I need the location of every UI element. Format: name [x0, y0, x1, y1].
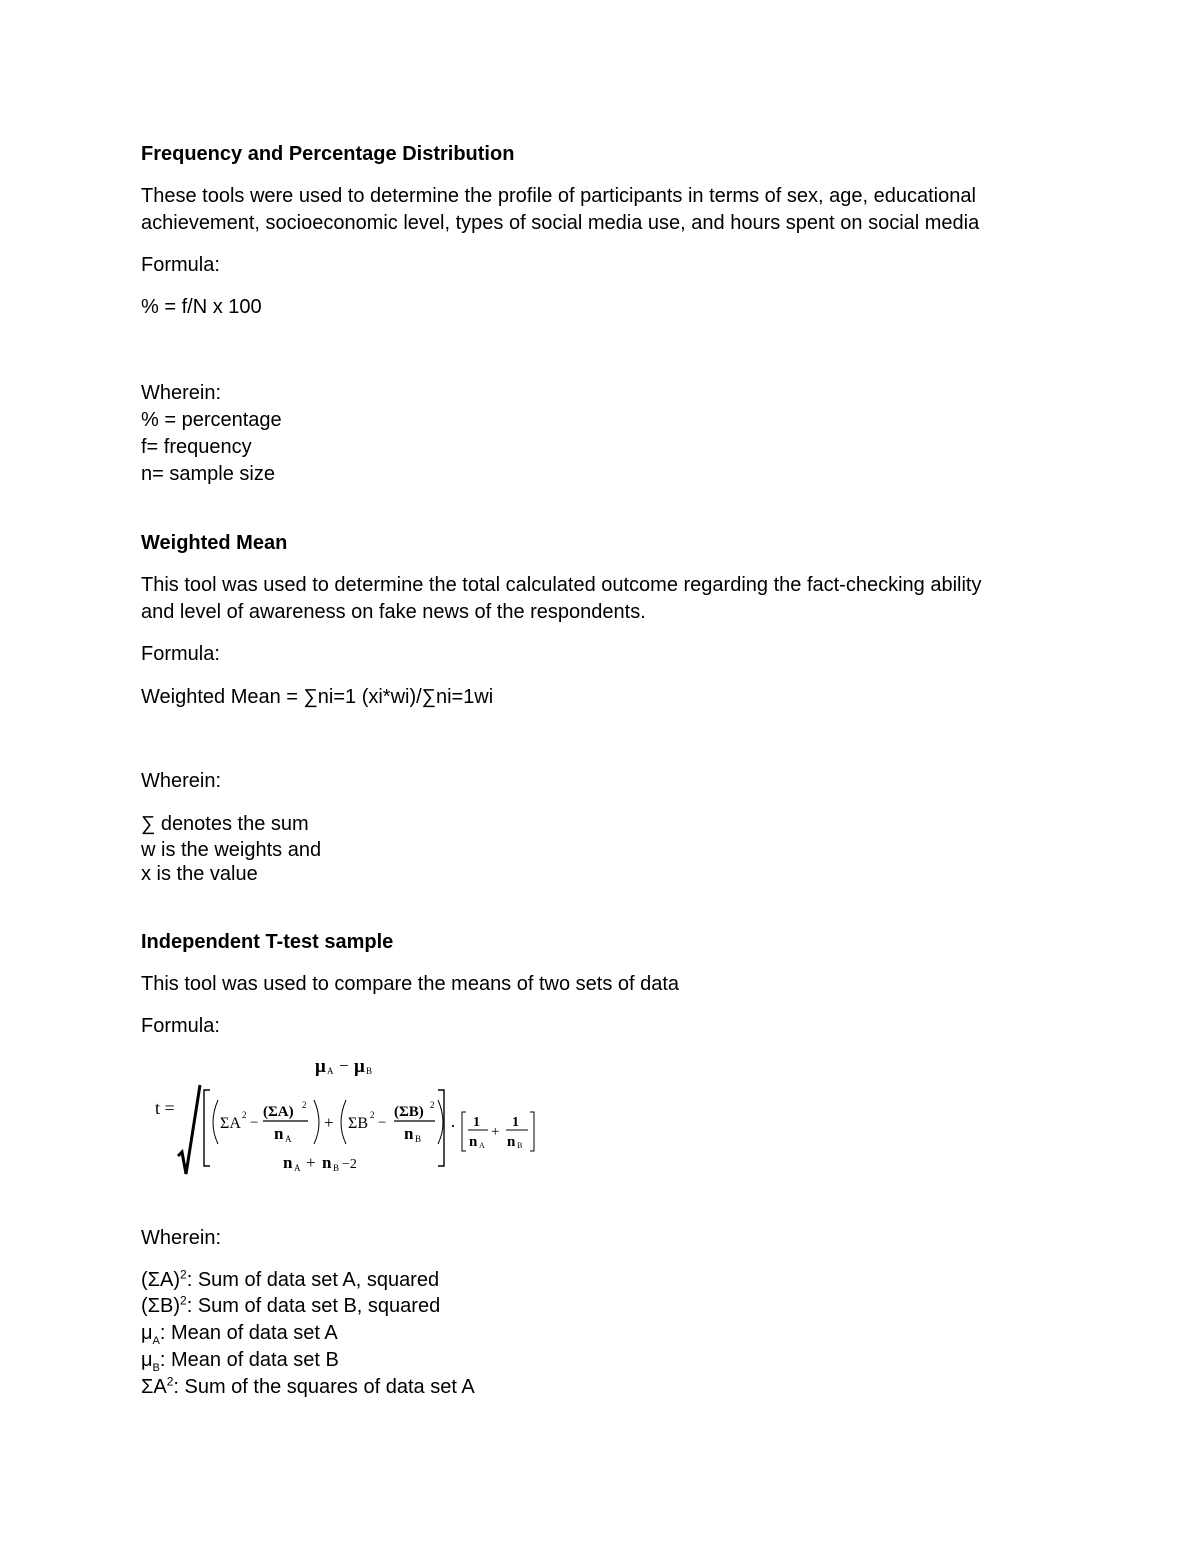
t-test-formula-image: [150, 1050, 550, 1180]
definition-line: % = percentage: [141, 409, 282, 431]
left-paren: [213, 1100, 218, 1144]
definition-line: ∑ denotes the sum: [141, 813, 309, 835]
t-label: t =: [155, 1098, 175, 1118]
section-heading-t-test: Independent T-test sample: [141, 931, 394, 953]
wherein-label: Wherein:: [141, 770, 222, 792]
left-paren: [341, 1100, 346, 1144]
numerator-one: 1: [473, 1115, 480, 1130]
plus-sign: +: [306, 1153, 316, 1172]
sub-a: A: [285, 1134, 292, 1144]
wherein-label: Wherein:: [141, 1227, 222, 1249]
sigma-a2: ΣA: [220, 1115, 241, 1132]
sigma-a-paren: (ΣA): [263, 1104, 294, 1120]
definition-line: x is the value: [141, 863, 258, 885]
n-b-symbol: n: [404, 1124, 414, 1143]
minus-sign: −: [378, 1115, 387, 1131]
weighted-mean-formula: Weighted Mean = ∑ni=1 (xi*wi)/∑ni=1wi: [141, 686, 494, 708]
sub-a: A: [294, 1163, 301, 1173]
definition-line: w is the weights and: [141, 839, 322, 861]
square-exp: 2: [430, 1100, 435, 1110]
formula-label: Formula:: [141, 643, 220, 665]
n-b-symbol: n: [322, 1153, 332, 1172]
square-exp: 2: [370, 1110, 375, 1120]
right-bracket: [530, 1112, 534, 1151]
section-description-line: and level of awareness on fake news of the respondents.: [141, 601, 646, 623]
sigma-b-paren: (ΣB): [394, 1104, 424, 1120]
definition-line: f= frequency: [141, 436, 252, 458]
section-description-line: achievement, socioeconomic level, types of social media use, and hours spent on social media: [141, 212, 980, 234]
n-a-symbol: n: [274, 1124, 284, 1143]
plus-sign: +: [324, 1113, 334, 1132]
sub-a: A: [327, 1066, 334, 1076]
definition-line: $\mu_A$: Mean of data set A: [141, 1322, 338, 1347]
sub-b: B: [517, 1141, 523, 1150]
mu-a-symbol: μ: [315, 1056, 326, 1077]
square-root-sign: [178, 1085, 200, 1174]
section-description-line: This tool was used to determine the total calculated outcome regarding the fact-checking ability: [141, 574, 982, 596]
n-a-symbol: n: [283, 1153, 293, 1172]
square-exp: 2: [242, 1110, 247, 1120]
percentage-formula: % = f/N x 100: [141, 296, 262, 318]
formula-label: Formula:: [141, 254, 220, 276]
wherein-label: Wherein:: [141, 382, 222, 404]
definition-line: $(\Sigma A)^2$: Sum of data set A, squared: [141, 1267, 440, 1291]
definition-line: $\Sigma A^2$: Sum of the squares of data set A: [141, 1374, 475, 1398]
minus-sign: −: [250, 1115, 259, 1131]
svg-text:μ: [354, 1056, 365, 1077]
left-bracket: [462, 1112, 466, 1151]
definition-line: $(\Sigma B)^2$: Sum of data set B, squared: [141, 1293, 441, 1317]
section-heading-weighted-mean: Weighted Mean: [141, 532, 288, 554]
sub-a: A: [479, 1141, 485, 1150]
minus-two: −2: [342, 1157, 357, 1172]
dot-sign: ·: [450, 1116, 456, 1136]
square-exp: 2: [302, 1100, 307, 1110]
n-a-symbol: n: [469, 1134, 478, 1150]
section-description-line: These tools were used to determine the profile of participants in terms of sex, age, educational: [141, 185, 976, 207]
numerator-one: 1: [512, 1115, 519, 1130]
section-description-line: This tool was used to compare the means of two sets of data: [141, 973, 680, 995]
definition-line: n= sample size: [141, 463, 275, 485]
plus-sign: +: [491, 1124, 500, 1140]
left-bracket: [204, 1090, 210, 1166]
minus-sign: −: [339, 1056, 349, 1075]
formula-label: Formula:: [141, 1015, 220, 1037]
sub-b: B: [366, 1066, 373, 1076]
svg-text:μ: [315, 1056, 326, 1077]
right-paren: [314, 1100, 319, 1144]
right-paren: [438, 1100, 443, 1144]
section-heading-frequency: Frequency and Percentage Distribution: [141, 143, 515, 165]
sub-b: B: [333, 1163, 340, 1173]
definition-line: $\mu_B$: Mean of data set B: [141, 1349, 339, 1374]
mu-b-symbol: μ: [354, 1056, 365, 1077]
sigma-b2: ΣB: [348, 1115, 368, 1132]
n-b-symbol: n: [507, 1134, 516, 1150]
sub-b: B: [415, 1134, 422, 1144]
